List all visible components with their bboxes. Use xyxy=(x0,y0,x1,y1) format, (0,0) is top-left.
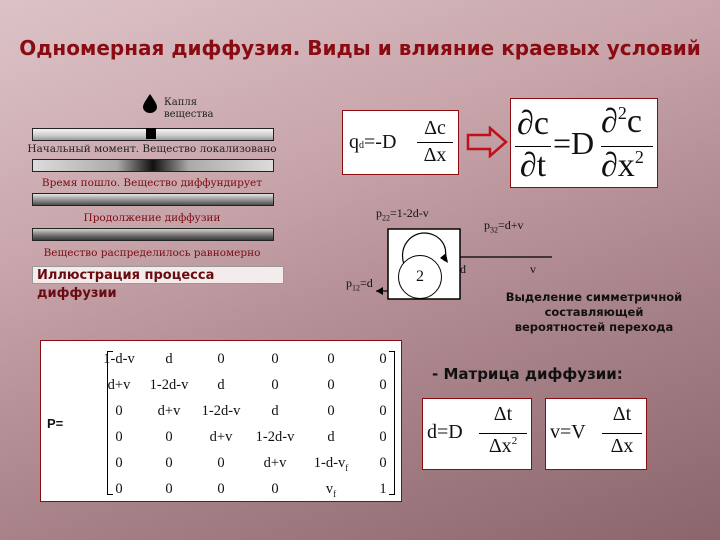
illustration-title: Иллюстрация процесса диффузии xyxy=(32,266,284,284)
matrix-title: - Матрица диффузии: xyxy=(432,365,623,383)
matrix-cell: d xyxy=(271,403,279,419)
matrix-cell: d+v xyxy=(263,455,287,471)
matrix-cell: $1-d-v_f$ xyxy=(313,455,349,473)
right-arrow-icon xyxy=(466,126,508,158)
caption-continued: Продолжение диффузии xyxy=(83,212,221,224)
matrix-left-bracket xyxy=(107,351,113,495)
matrix-cell: 1-2d-v xyxy=(149,377,189,393)
d-formula-denominator: $\Delta x^2$ xyxy=(488,435,518,457)
pde-rhs-numerator: ∂$^2$c xyxy=(601,103,642,140)
v-formula xyxy=(545,398,647,470)
matrix-label: P= xyxy=(47,416,64,431)
v-formula-lhs: v=V xyxy=(550,421,586,443)
caption-uniform: Вещество распределилось равномерно xyxy=(43,247,261,259)
matrix-cell: 0 xyxy=(379,377,387,393)
matrix-cell: 0 xyxy=(379,351,387,367)
page-title: Одномерная диффузия. Виды и влияние краевых условий xyxy=(19,36,701,60)
p22-label: $p_{22}=1-2d-v$ xyxy=(376,206,429,223)
flux-fraction-line xyxy=(417,142,453,143)
flux-formula xyxy=(342,110,459,175)
p32-label: $p_{32}=d+v$ xyxy=(484,218,524,235)
v-formula-line xyxy=(602,433,642,434)
drop-icon xyxy=(143,94,157,113)
matrix-cell: 0 xyxy=(115,481,123,497)
matrix-cell: 0 xyxy=(165,481,173,497)
flux-numerator: Δc xyxy=(424,117,446,139)
matrix-cell: 0 xyxy=(327,377,335,393)
matrix-cell: 0 xyxy=(271,351,279,367)
d-label: d xyxy=(460,262,466,276)
matrix-cell: 1 xyxy=(379,481,387,497)
p12-label: $p_{12}=d$ xyxy=(346,276,373,293)
matrix-cell: 0 xyxy=(115,429,123,445)
diffusion-bar-spreading xyxy=(32,159,274,172)
d-formula-line xyxy=(479,433,527,434)
matrix-cell: 0 xyxy=(271,481,279,497)
matrix-cell: 0 xyxy=(115,455,123,471)
matrix-cell: 0 xyxy=(379,455,387,471)
matrix-cell: d+v xyxy=(157,403,181,419)
matrix-cell: 0 xyxy=(217,455,225,471)
flux-lhs: qd=-D xyxy=(349,131,397,153)
d-formula-lhs: d=D xyxy=(427,421,463,443)
matrix-cell: d xyxy=(165,351,173,367)
pde-rhs-denominator: $\partial x^2$ xyxy=(601,147,644,184)
symmetric-component-note: Выделение симметричной составляющей вероятностей перехода xyxy=(505,290,683,334)
d-formula-numerator: Δt xyxy=(493,403,513,425)
diffusion-bar-uniform xyxy=(32,228,274,241)
substance-blob xyxy=(146,128,156,139)
v-label: v xyxy=(530,262,536,276)
matrix-cell: 1-2d-v xyxy=(255,429,295,445)
diffusion-bar-continued xyxy=(32,193,274,206)
matrix-cell: 0 xyxy=(327,403,335,419)
diffusion-equation xyxy=(510,98,658,188)
matrix-cell: 0 xyxy=(115,403,123,419)
matrix-cell: d xyxy=(217,377,225,393)
d-formula xyxy=(422,398,532,470)
caption-initial: Начальный момент. Вещество локализовано xyxy=(27,143,277,155)
v-formula-numerator: Δt xyxy=(612,403,632,425)
matrix-cell: 1-2d-v xyxy=(201,403,241,419)
matrix-cell: d+v xyxy=(107,377,131,393)
pde-lhs-numerator: ∂c xyxy=(517,105,549,142)
pde-lhs-denominator: ∂t xyxy=(519,147,547,184)
diffusion-matrix xyxy=(40,340,402,502)
matrix-cell: 0 xyxy=(379,403,387,419)
drop-label: Капля вещества xyxy=(164,97,214,120)
matrix-cell: 0 xyxy=(165,429,173,445)
matrix-cell: 0 xyxy=(271,377,279,393)
matrix-cell: d xyxy=(327,429,335,445)
matrix-cell: d+v xyxy=(209,429,233,445)
matrix-cell: 0 xyxy=(379,429,387,445)
matrix-cell: $v_f$ xyxy=(325,481,337,499)
pde-equals: =D xyxy=(553,125,595,161)
matrix-cell: 0 xyxy=(165,455,173,471)
state-node: 2 xyxy=(398,255,442,299)
flux-denominator: Δx xyxy=(423,144,447,166)
matrix-cell: 0 xyxy=(217,481,225,497)
matrix-right-bracket xyxy=(389,351,395,495)
caption-spreading: Время пошло. Вещество диффундирует xyxy=(41,177,263,189)
v-formula-denominator: Δx xyxy=(610,435,634,457)
matrix-cell: 0 xyxy=(327,351,335,367)
matrix-cell: 1-d-v xyxy=(103,351,135,367)
matrix-cell: 0 xyxy=(217,351,225,367)
